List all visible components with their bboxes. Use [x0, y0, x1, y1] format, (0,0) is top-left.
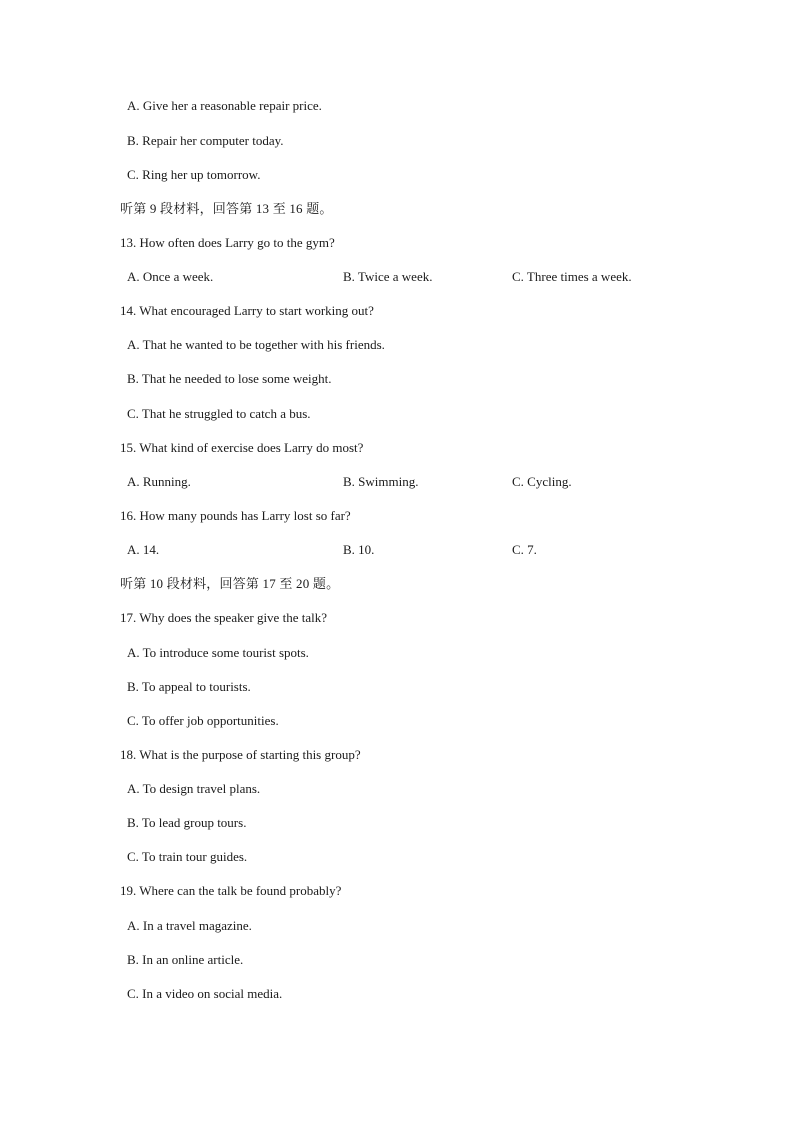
option-a: A. To introduce some tourist spots. — [127, 645, 309, 660]
option-b: B. To appeal to tourists. — [127, 679, 251, 694]
option-b: B. Repair her computer today. — [127, 133, 284, 148]
option-c: C. To offer job opportunities. — [127, 713, 279, 728]
option-c: C. Three times a week. — [512, 269, 632, 284]
section-heading-9: 听第 9 段材料，回答第 13 至 16 题。 — [120, 201, 333, 216]
question-13: 13. How often does Larry go to the gym? — [120, 235, 335, 250]
option-b: B. 10. — [343, 542, 375, 557]
question-16: 16. How many pounds has Larry lost so far? — [120, 508, 351, 523]
option-b: B. In an online article. — [127, 952, 244, 967]
option-a: A. That he wanted to be together with his friends. — [127, 337, 385, 352]
option-c: C. Ring her up tomorrow. — [127, 167, 261, 182]
question-16-options — [0, 542, 794, 558]
section-heading-10: 听第 10 段材料，回答第 17 至 20 题。 — [120, 576, 340, 591]
option-c: C. To train tour guides. — [127, 849, 248, 864]
option-c: C. In a video on social media. — [127, 986, 283, 1001]
question-19: 19. Where can the talk be found probably? — [120, 883, 342, 898]
option-c: C. That he struggled to catch a bus. — [127, 406, 311, 421]
question-14: 14. What encouraged Larry to start working out? — [120, 303, 374, 318]
question-13-options — [0, 269, 794, 285]
option-b: B. Swimming. — [343, 474, 419, 489]
option-b: B. To lead group tours. — [127, 815, 247, 830]
question-15: 15. What kind of exercise does Larry do most? — [120, 440, 364, 455]
option-c: C. Cycling. — [512, 474, 572, 489]
option-a: A. Once a week. — [127, 269, 214, 284]
option-a: A. 14. — [127, 542, 160, 557]
option-b: B. Twice a week. — [343, 269, 433, 284]
option-a: A. To design travel plans. — [127, 781, 261, 796]
option-b: B. That he needed to lose some weight. — [127, 371, 332, 386]
option-a: A. Give her a reasonable repair price. — [127, 98, 322, 113]
option-a: A. In a travel magazine. — [127, 918, 252, 933]
option-c: C. 7. — [512, 542, 537, 557]
question-18: 18. What is the purpose of starting this group? — [120, 747, 361, 762]
option-a: A. Running. — [127, 474, 191, 489]
question-15-options — [0, 474, 794, 490]
question-17: 17. Why does the speaker give the talk? — [120, 610, 327, 625]
